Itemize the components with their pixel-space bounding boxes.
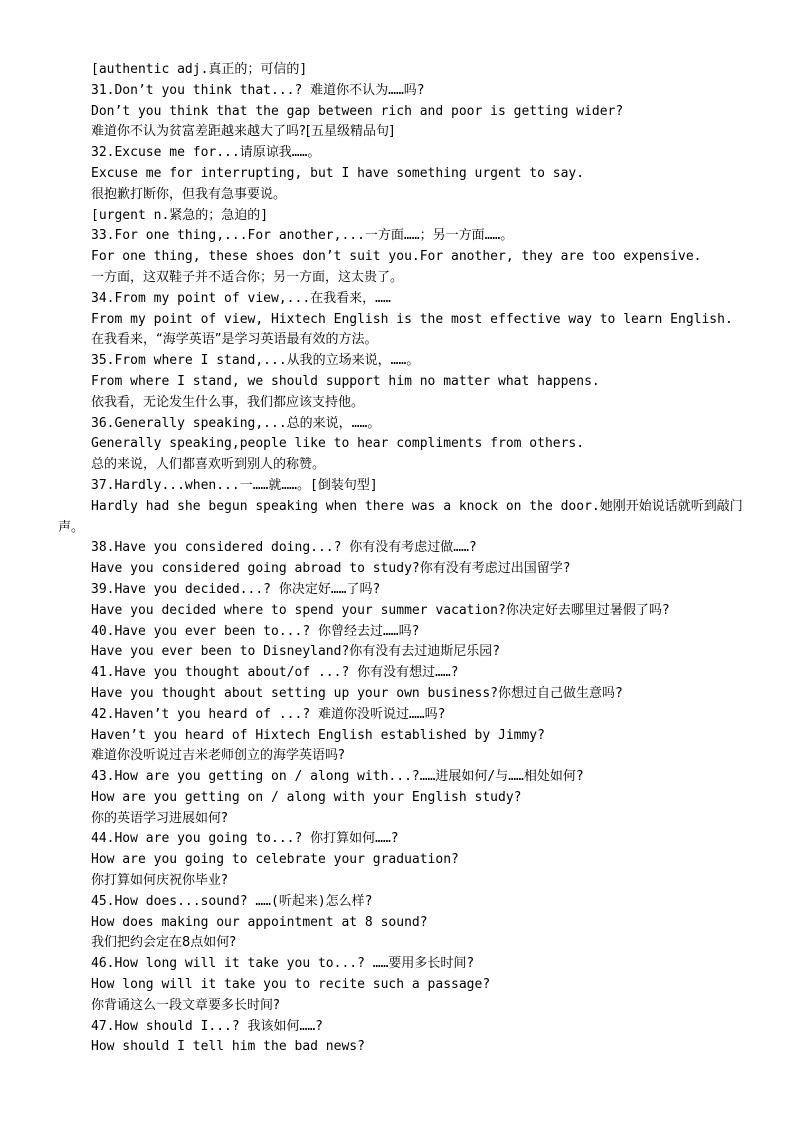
pattern-44: 44.How are you going to...? 你打算如何……? xyxy=(91,831,399,847)
example-36-zh: 总的来说，人们都喜欢听到别人的称赞。 xyxy=(91,457,326,473)
example-43-zh: 你的英语学习进展如何? xyxy=(91,810,228,826)
pattern-31: 31.Don’t you think that...? 难道你不认为……吗? xyxy=(91,82,425,98)
example-32-en: Excuse me for interrupting, but I have something urgent to say. xyxy=(91,165,585,181)
example-31-zh: 难道你不认为贫富差距越来越大了吗?[五星级精品句] xyxy=(91,124,395,140)
example-45-zh: 我们把约会定在8点如何? xyxy=(91,935,237,951)
example-32-zh: 很抱歉打断你，但我有急事要说。 xyxy=(91,186,287,202)
pattern-33: 33.For one thing,...For another,...一方面……；另一方面……。 xyxy=(91,228,514,244)
pattern-40: 40.Have you ever been to...? 你曾经去过……吗? xyxy=(91,623,420,639)
example-42-en: Haven’t you heard of Hixtech English established by Jimmy? xyxy=(91,727,545,743)
example-45-en: How does making our appointment at 8 sound? xyxy=(91,914,428,930)
example-44-zh: 你打算如何庆祝你毕业? xyxy=(91,873,228,889)
pattern-43: 43.How are you getting on / along with...?……进展如何/与……相处如何? xyxy=(91,769,584,785)
example-40: Have you ever been to Disneyland?你有没有去过迪斯尼乐园? xyxy=(91,644,501,660)
pattern-36: 36.Generally speaking,...总的来说，……。 xyxy=(91,415,381,431)
pattern-35: 35.From where I stand,...从我的立场来说，……。 xyxy=(91,353,420,369)
example-39: Have you decided where to spend your summer vacation?你决定好去哪里过暑假了吗? xyxy=(91,602,670,618)
example-46-zh: 你背诵这么一段文章要多长时间? xyxy=(91,997,280,1013)
example-47-en: How should I tell him the bad news? xyxy=(91,1039,365,1055)
pattern-37: 37.Hardly...when...一……就……。[倒装句型] xyxy=(91,477,378,493)
example-34-zh: 在我看来，“海学英语”是学习英语最有效的方法。 xyxy=(91,332,378,348)
vocab-note-urgent: [urgent n.紧急的；急迫的] xyxy=(91,207,269,223)
example-31-en: Don’t you think that the gap between rich and poor is getting wider? xyxy=(91,103,624,119)
example-35-zh: 依我看，无论发生什么事，我们都应该支持他。 xyxy=(91,394,365,410)
example-36-en: Generally speaking,people like to hear compliments from others. xyxy=(91,436,585,452)
example-33-en: For one thing, these shoes don’t suit you.For another, they are too expensive. xyxy=(91,249,702,265)
pattern-47: 47.How should I...? 我该如何……? xyxy=(91,1018,324,1034)
pattern-46: 46.How long will it take you to...? ……要用多长时间? xyxy=(91,956,475,972)
pattern-32: 32.Excuse me for...请原谅我……。 xyxy=(91,145,321,161)
pattern-34: 34.From my point of view,...在我看来，…… xyxy=(91,290,391,306)
example-41: Have you thought about setting up your own business?你想过自己做生意吗? xyxy=(91,685,623,701)
example-37: Hardly had she begun speaking when there was a knock on the door.她刚开始说话就听到敲门声。 xyxy=(58,498,743,535)
example-44-en: How are you going to celebrate your graduation? xyxy=(91,852,459,868)
pattern-41: 41.Have you thought about/of ...? 你有没有想过……? xyxy=(91,665,459,681)
document-page xyxy=(58,60,748,1058)
pattern-45: 45.How does...sound? ……(听起来)怎么样? xyxy=(91,893,373,909)
example-46-en: How long will it take you to recite such a passage? xyxy=(91,977,491,993)
example-34-en: From my point of view, Hixtech English is the most effective way to learn English. xyxy=(91,311,733,327)
pattern-39: 39.Have you decided...? 你决定好……了吗? xyxy=(91,581,381,597)
example-42-zh: 难道你没听说过吉米老师创立的海学英语吗? xyxy=(91,748,345,764)
vocab-note-authentic: [authentic adj.真正的；可信的] xyxy=(91,62,308,77)
pattern-42: 42.Haven’t you heard of ...? 难道你没听说过……吗? xyxy=(91,706,446,722)
example-33-zh: 一方面，这双鞋子并不适合你；另一方面，这太贵了。 xyxy=(91,269,404,285)
pattern-38: 38.Have you considered doing...? 你有没有考虑过做……? xyxy=(91,540,477,556)
example-43-en: How are you getting on / along with your English study? xyxy=(91,789,522,805)
example-35-en: From where I stand, we should support him no matter what happens. xyxy=(91,373,600,389)
example-38: Have you considered going abroad to study?你有没有考虑过出国留学? xyxy=(91,561,571,577)
